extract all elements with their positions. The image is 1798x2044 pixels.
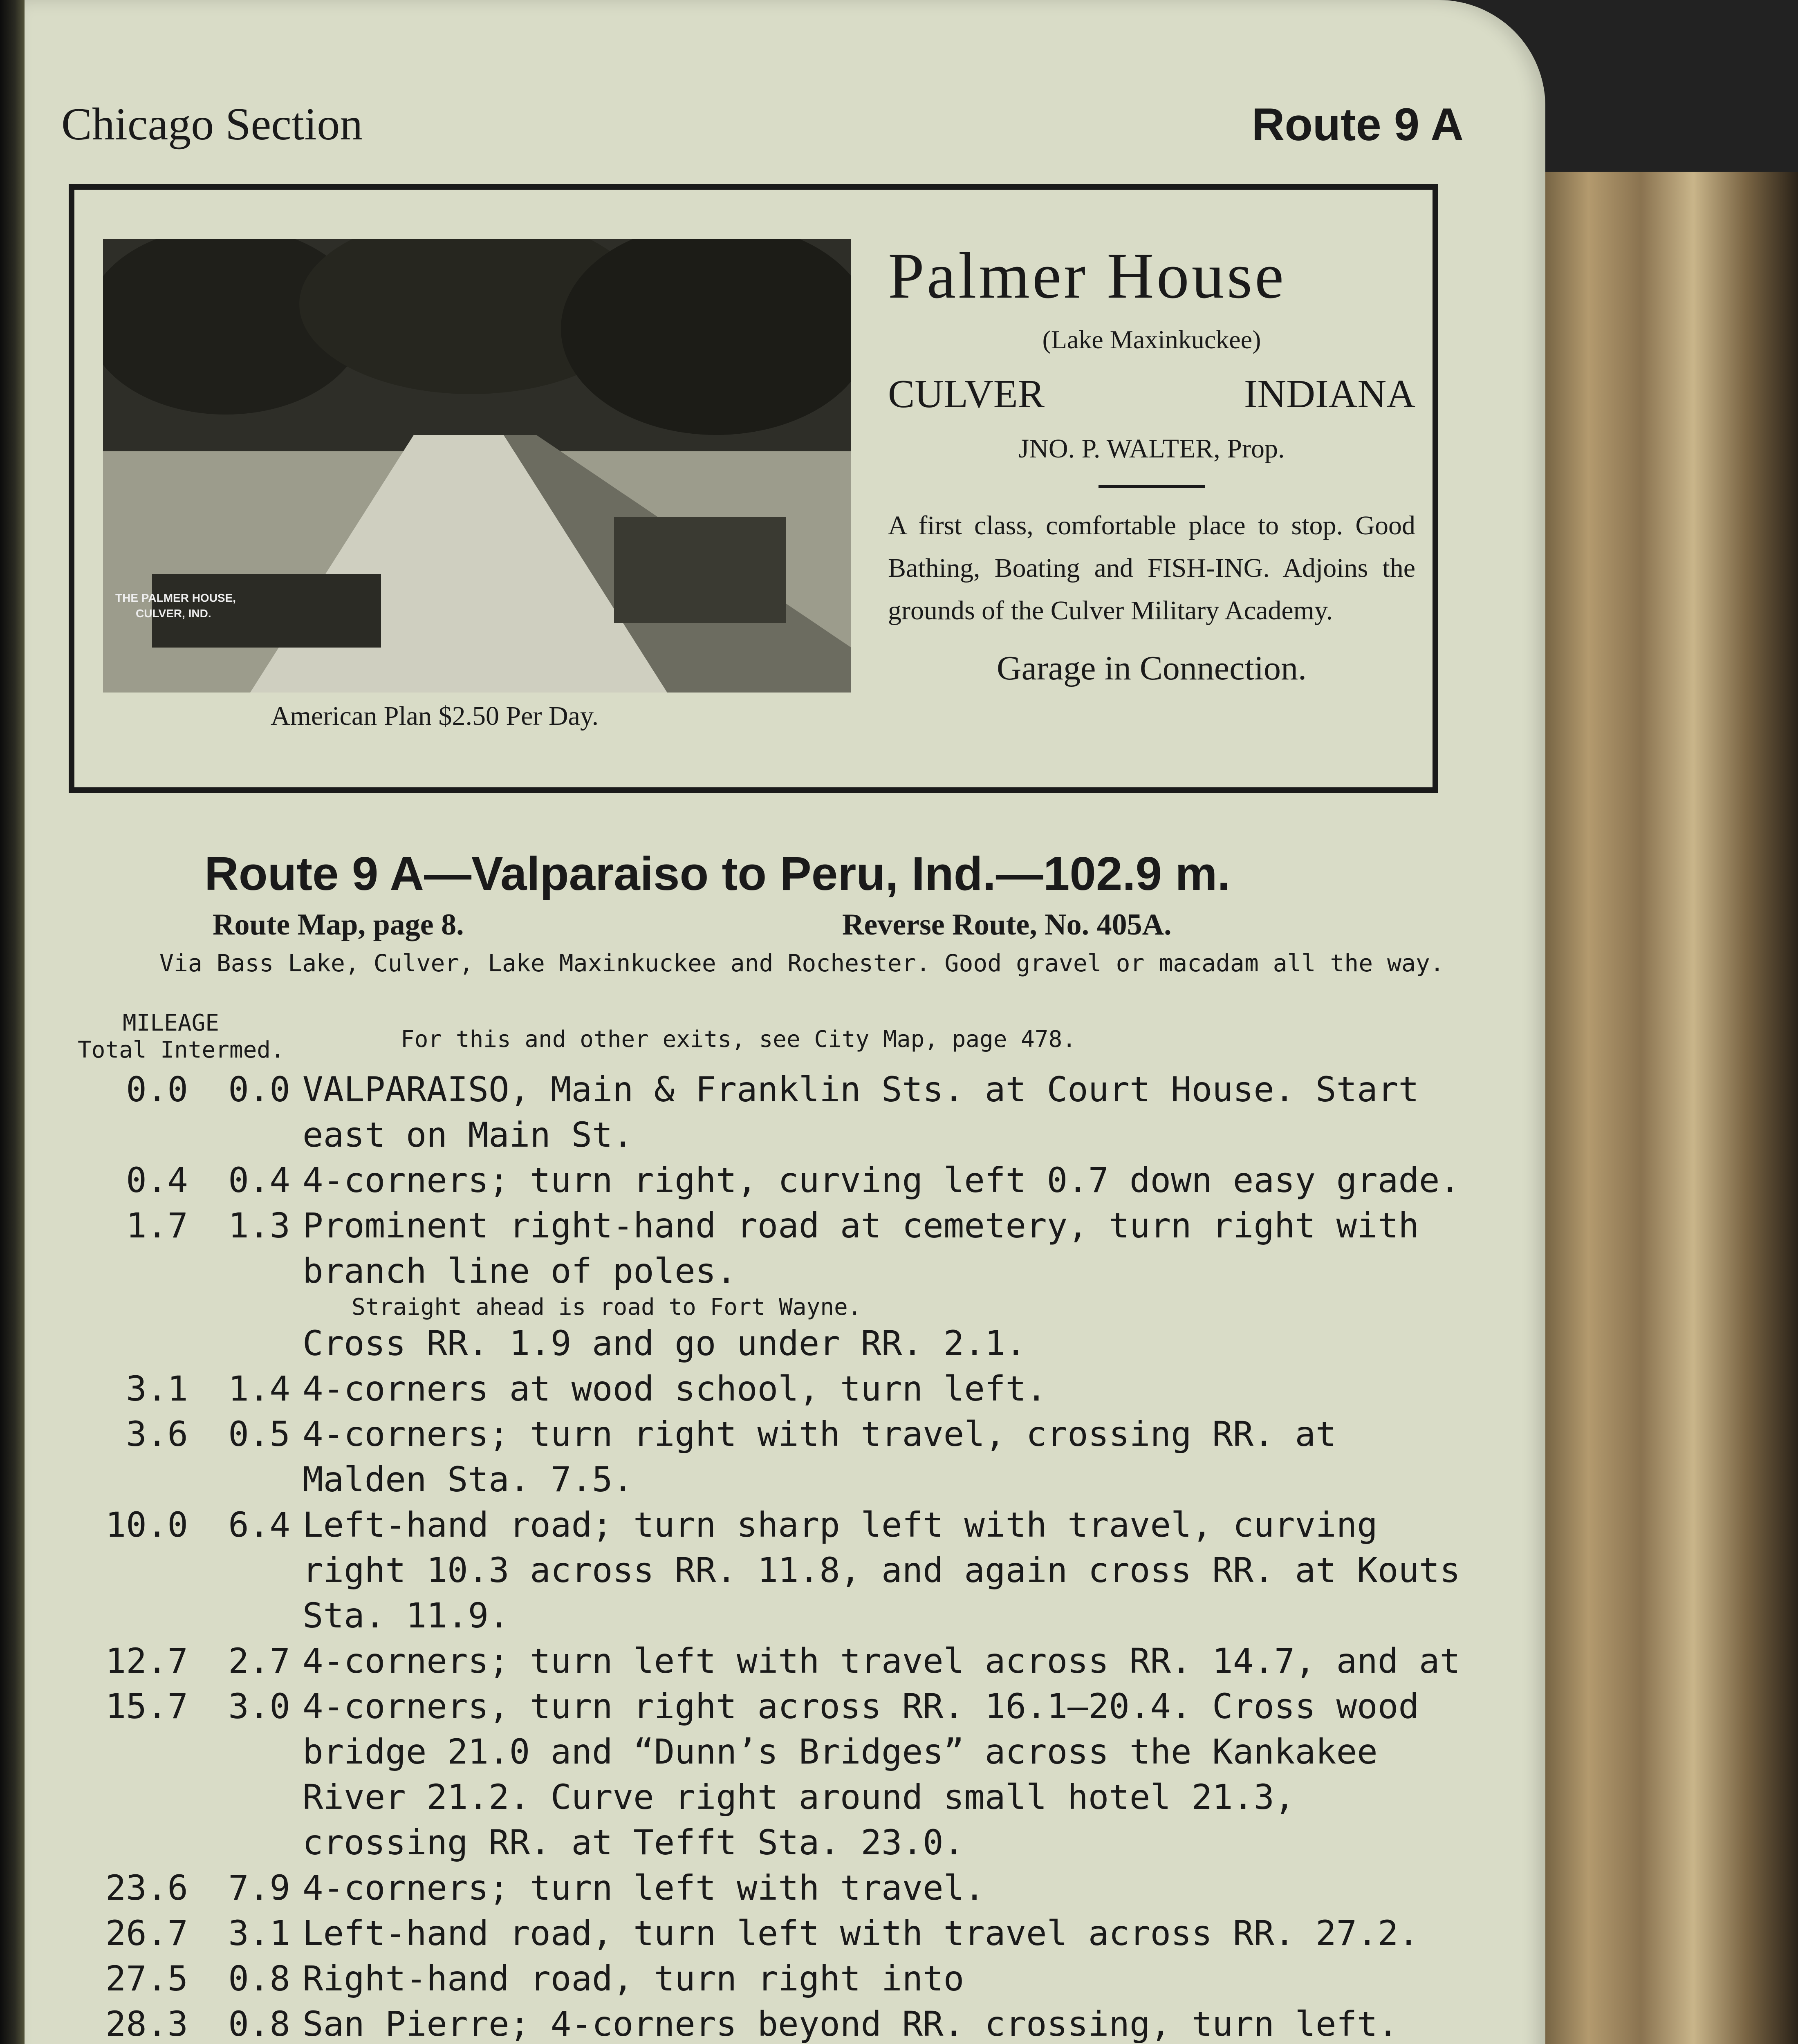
state-name: INDIANA bbox=[1244, 372, 1415, 416]
photo-caption-line-2: CULVER, IND. bbox=[136, 607, 211, 620]
proprietor: JNO. P. WALTER, Prop. bbox=[1018, 434, 1285, 464]
total-mileage bbox=[69, 1321, 188, 1366]
total-mileage: 3.6 bbox=[126, 1414, 188, 1454]
hotel-photo bbox=[103, 239, 851, 693]
intermediate-mileage: 7.9 bbox=[228, 1868, 290, 1908]
route-entry bbox=[69, 1158, 1480, 1203]
direction-text: 4-corners; turn left with travel. bbox=[303, 1868, 985, 1908]
route-entry bbox=[69, 1321, 1480, 1366]
route-entry bbox=[69, 1638, 1480, 1684]
intermediate-mileage: 0.0 bbox=[228, 1069, 290, 1109]
intermediate-mileage: 0.8 bbox=[228, 1959, 290, 1999]
intermediate-mileage: 3.1 bbox=[228, 1913, 290, 1953]
route-title: Route 9 A—Valparaiso to Peru, Ind.—102.9 m. bbox=[204, 847, 1231, 900]
direction-text: Cross RR. 1.9 and go under RR. 2.1. bbox=[303, 1323, 1027, 1363]
total-mileage: 10.0 bbox=[105, 1505, 188, 1545]
price-text: American Plan $2.50 Per Day. bbox=[271, 701, 599, 731]
mileage-header bbox=[78, 1010, 285, 1064]
intermediate-mileage: 0.4 bbox=[228, 1160, 290, 1200]
route-entry bbox=[69, 1956, 1480, 2001]
route-entry bbox=[69, 1684, 1480, 1865]
direction-text: 4-corners; turn right with travel, crossing RR. at Malden Sta. 7.5. bbox=[303, 1414, 1336, 1499]
route-entry bbox=[69, 1366, 1480, 1412]
route-entry bbox=[69, 1067, 1480, 1158]
hotel-description: A first class, comfortable place to stop. Good Bathing, Boating and FISH-ING. Adjoins the grounds of the Culver Military Academy. bbox=[888, 511, 1415, 625]
total-mileage: 0.4 bbox=[126, 1160, 188, 1200]
route-entry bbox=[69, 1865, 1480, 1911]
mileage-label: MILEAGE bbox=[123, 1010, 220, 1036]
photo-caption bbox=[115, 590, 236, 621]
intermediate-mileage: 0.8 bbox=[228, 2004, 290, 2044]
direction-text: San Pierre; 4-corners beyond RR. crossing, turn left. bbox=[303, 2004, 1399, 2044]
route-entries bbox=[69, 1067, 1480, 2044]
photo-caption-line-1: THE PALMER HOUSE, bbox=[115, 592, 236, 604]
city-map-note: For this and other exits, see City Map, page 478. bbox=[401, 1026, 1076, 1053]
divider bbox=[1099, 485, 1205, 488]
route-header: Route 9 A bbox=[1251, 99, 1464, 150]
direction-text: Prominent right-hand road at cemetery, turn right with branch line of poles. bbox=[303, 1206, 1419, 1291]
total-mileage: 28.3 bbox=[105, 2004, 188, 2044]
intermediate-mileage: 1.3 bbox=[228, 1206, 290, 1246]
direction-text: 4-corners at wood school, turn left. bbox=[303, 1369, 1047, 1409]
location-row bbox=[888, 371, 1415, 417]
route-entry bbox=[69, 1412, 1480, 1502]
ad-text-block bbox=[888, 239, 1415, 688]
intermediate-mileage: 0.5 bbox=[228, 1414, 290, 1454]
total-mileage: 12.7 bbox=[105, 1641, 188, 1681]
total-mileage: 23.6 bbox=[105, 1868, 188, 1908]
lake-name: (Lake Maxinkuckee) bbox=[1042, 325, 1261, 354]
direction-text: VALPARAISO, Main & Franklin Sts. at Court House. Start east on Main St. bbox=[303, 1069, 1419, 1155]
direction-text: Left-hand road, turn left with travel across RR. 27.2. bbox=[303, 1913, 1419, 1953]
total-mileage: 1.7 bbox=[126, 1206, 188, 1246]
page-edges bbox=[1536, 172, 1798, 2044]
route-note: Straight ahead is road to Fort Wayne. bbox=[352, 1294, 862, 1320]
intermediate-mileage: 1.4 bbox=[228, 1369, 290, 1409]
hotel-name: Palmer House bbox=[888, 239, 1287, 312]
book-page bbox=[25, 0, 1545, 2044]
total-mileage: 26.7 bbox=[105, 1913, 188, 1953]
reverse-route-ref: Reverse Route, No. 405A. bbox=[842, 908, 1172, 941]
section-header: Chicago Section bbox=[61, 99, 363, 150]
direction-text: 4-corners; turn left with travel across RR. 14.7, and at bbox=[303, 1641, 1461, 1681]
hotel-advertisement bbox=[69, 184, 1438, 793]
direction-text: 4-corners; turn right, curving left 0.7 down easy grade. bbox=[303, 1160, 1461, 1200]
garage-note: Garage in Connection. bbox=[996, 649, 1307, 687]
total-mileage: 27.5 bbox=[105, 1959, 188, 1999]
route-entry bbox=[69, 1911, 1480, 1956]
total-mileage: 3.1 bbox=[126, 1369, 188, 1409]
book-binding bbox=[0, 0, 25, 2044]
intermediate-mileage: 2.7 bbox=[228, 1641, 290, 1681]
intermediate-mileage: 6.4 bbox=[228, 1505, 290, 1545]
direction-text: 4-corners, turn right across RR. 16.1—20.4. Cross wood bridge 21.0 and “Dunn’s Bridges” across the Kankakee River 21.2. Curve right around small hotel 21.3, crossing RR. at Tefft Sta. 23.0. bbox=[303, 1686, 1419, 1862]
route-map-ref: Route Map, page 8. bbox=[213, 908, 464, 941]
mileage-columns: Total Intermed. bbox=[78, 1037, 285, 1063]
city-name: CULVER bbox=[888, 372, 1045, 416]
photo-illustration bbox=[103, 239, 851, 693]
total-mileage: 15.7 bbox=[105, 1686, 188, 1726]
route-entry bbox=[69, 1203, 1480, 1294]
direction-text: Right-hand road, turn right into bbox=[303, 1959, 964, 1999]
direction-text: Left-hand road; turn sharp left with travel, curving right 10.3 across RR. 11.8, and again cross RR. at Kouts Sta. 11.9. bbox=[303, 1505, 1461, 1636]
intermediate-mileage: 3.0 bbox=[228, 1686, 290, 1726]
route-entry bbox=[69, 2001, 1480, 2044]
intermediate-mileage bbox=[188, 1321, 303, 1366]
route-via: Via Bass Lake, Culver, Lake Maxinkuckee and Rochester. Good gravel or macadam all the way. bbox=[159, 949, 1444, 977]
total-mileage: 0.0 bbox=[126, 1069, 188, 1109]
route-entry bbox=[69, 1502, 1480, 1638]
